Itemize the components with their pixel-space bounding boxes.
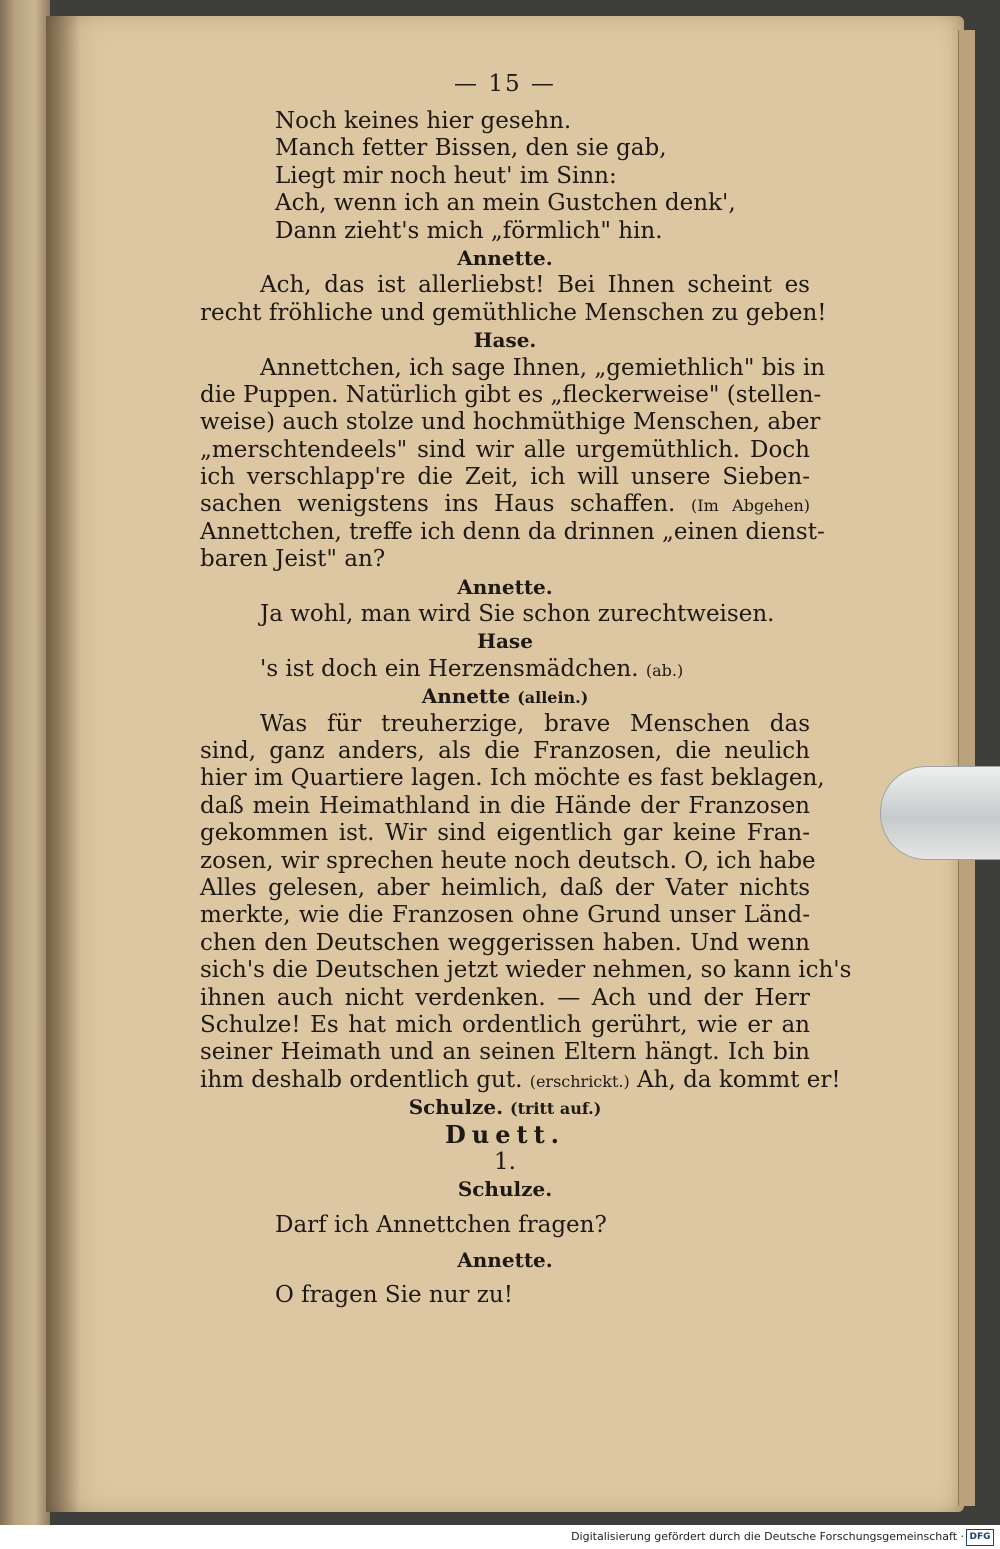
prose-line (200, 1039, 810, 1066)
stage-direction: (erschrickt.) (529, 1071, 630, 1091)
line-text: hier im Quartiere lagen. Ich möchte es fast beklagen, (200, 765, 825, 792)
verse-line (200, 135, 810, 162)
prose-line (200, 437, 810, 464)
prose-line (200, 354, 826, 382)
prose-line (200, 409, 821, 436)
prose-line (200, 656, 810, 683)
page-gutter-shadow (46, 16, 80, 1512)
line-text: Annettchen, ich sage Ihnen, „gemiethlich" bis in (260, 354, 826, 381)
verse-number (200, 1149, 810, 1176)
footer-bar (0, 1525, 1000, 1549)
prose-line (200, 518, 825, 546)
page-text (200, 60, 852, 1310)
prose-line (200, 491, 810, 518)
line-text: sachen wenigstens ins Haus schaffen. (200, 491, 676, 518)
prose-line (200, 793, 810, 820)
line-text: baren Jeist" an? (200, 546, 386, 573)
line-text: „merschtendeels" sind wir alle urgemüthlich. Doch (200, 436, 810, 463)
line-text: ich verschlapp're die Zeit, ich will unsere Sieben- (200, 464, 810, 491)
verse-line (200, 163, 810, 190)
speaker-name (200, 327, 810, 354)
line-text: Annette. (457, 574, 553, 599)
line-text: Noch keines hier gesehn. (275, 108, 572, 134)
prose-line (200, 1066, 841, 1094)
speaker-name (200, 683, 810, 710)
line-text: seiner Heimath und an seinen Eltern hängt. Ich bin (200, 1039, 810, 1066)
line-text: Darf ich Annettchen fragen? (275, 1211, 607, 1238)
line-text: weise) auch stolze und hochmüthige Menschen, aber (200, 409, 821, 436)
stage-direction: (ab.) (645, 660, 684, 680)
line-text: Ja wohl, man wird Sie schon zurechtweisen. (260, 601, 775, 628)
line-text: ihm deshalb ordentlich gut. (200, 1066, 523, 1093)
prose-line (200, 902, 810, 929)
stage-direction: (allein.) (517, 688, 589, 708)
verse-line (200, 190, 810, 217)
prose-line (200, 985, 810, 1012)
line-text: chen den Deutschen weggerissen haben. Und wenn (200, 929, 810, 956)
line-text: Annette (421, 684, 511, 709)
page-clip (880, 766, 1000, 860)
line-text: Schulze. (457, 1177, 553, 1202)
line-text: gekommen ist. Wir sind eigentlich gar keine Fran- (200, 820, 810, 847)
verse-line (200, 1282, 810, 1309)
line-text: sich's die Deutschen jetzt wieder nehmen, so kann ich's (200, 957, 852, 984)
line-text: Ach, wenn ich an mein Gustchen denk', (275, 190, 736, 217)
previous-page-edge (0, 0, 50, 1525)
line-text: Manch fetter Bissen, den sie gab, (275, 135, 667, 162)
page-number: — 15 — (454, 71, 556, 97)
prose-line (200, 711, 810, 738)
prose-line (200, 299, 827, 327)
prose-line (200, 601, 810, 628)
verse-line (200, 108, 810, 135)
prose-line (200, 847, 816, 875)
prose-line (200, 738, 810, 765)
line-text: daß mein Heimathland in die Hände der Franzosen (200, 792, 810, 819)
verse-line (200, 218, 810, 245)
line-text: Alles gelesen, aber heimlich, daß der Vater nichts (200, 874, 810, 901)
line-text: 's ist doch ein Herzensmädchen. (260, 655, 639, 682)
speaker-name (200, 1176, 810, 1203)
prose-line (200, 930, 810, 957)
line-text: ihnen auch nicht verdenken. — Ach und der Herr (200, 984, 810, 1011)
prose-line (200, 820, 810, 847)
prose-line (200, 765, 825, 792)
speaker-name (200, 628, 810, 655)
text-lines (200, 108, 852, 1310)
line-text: 1. (494, 1148, 516, 1175)
prose-line (200, 272, 810, 299)
line-text: Liegt mir noch heut' im Sinn: (275, 162, 617, 189)
line-text: sind, ganz anders, als die Franzosen, die neulich (200, 737, 810, 764)
speaker-name (200, 1247, 810, 1274)
section-heading (200, 1121, 810, 1148)
stage-direction: (Im Abgehen) (691, 496, 810, 516)
stage-direction: (tritt auf.) (510, 1099, 602, 1119)
funding-credit: Digitalisierung gefördert durch die Deutsche Forschungsgemeinschaft · (571, 1530, 964, 1543)
line-text: Was für treuherzige, brave Menschen das (260, 710, 810, 737)
verse-line (200, 1212, 810, 1239)
line-text: Hase. (473, 328, 537, 353)
prose-line (200, 381, 822, 409)
line-text: Annettchen, treffe ich denn da drinnen „einen dienst- (200, 518, 825, 545)
line-text: Dann zieht's mich „förmlich" hin. (275, 217, 663, 244)
line-text: Annette. (457, 1248, 553, 1273)
line-text: Ach, das ist allerliebst! Bei Ihnen scheint es (260, 272, 810, 299)
prose-line (200, 546, 810, 573)
line-text: Duett. (444, 1120, 566, 1150)
prose-line (200, 957, 852, 984)
line-text: die Puppen. Natürlich gibt es „fleckerweise" (stellen- (200, 381, 822, 408)
line-text-tail: Ah, da kommt er! (637, 1066, 841, 1093)
line-text: recht fröhliche und gemüthliche Menschen zu geben! (200, 299, 827, 326)
line-text: O fragen Sie nur zu! (275, 1282, 513, 1309)
line-text: zosen, wir sprechen heute noch deutsch. O, ich habe (200, 847, 816, 874)
dfg-logo-icon: DFG (966, 1529, 994, 1546)
line-text: merkte, wie die Franzosen ohne Grund unser Länd- (200, 902, 810, 929)
line-text: Hase (477, 629, 533, 654)
line-text: Schulze! Es hat mich ordentlich gerührt, wie er an (200, 1011, 810, 1038)
speaker-name (200, 245, 810, 272)
prose-line (200, 464, 810, 491)
line-text: Schulze. (408, 1095, 504, 1120)
prose-line (200, 875, 810, 902)
speaker-name (200, 1094, 810, 1121)
speaker-name (200, 574, 810, 601)
line-text: Annette. (457, 245, 553, 270)
prose-line (200, 1012, 810, 1039)
